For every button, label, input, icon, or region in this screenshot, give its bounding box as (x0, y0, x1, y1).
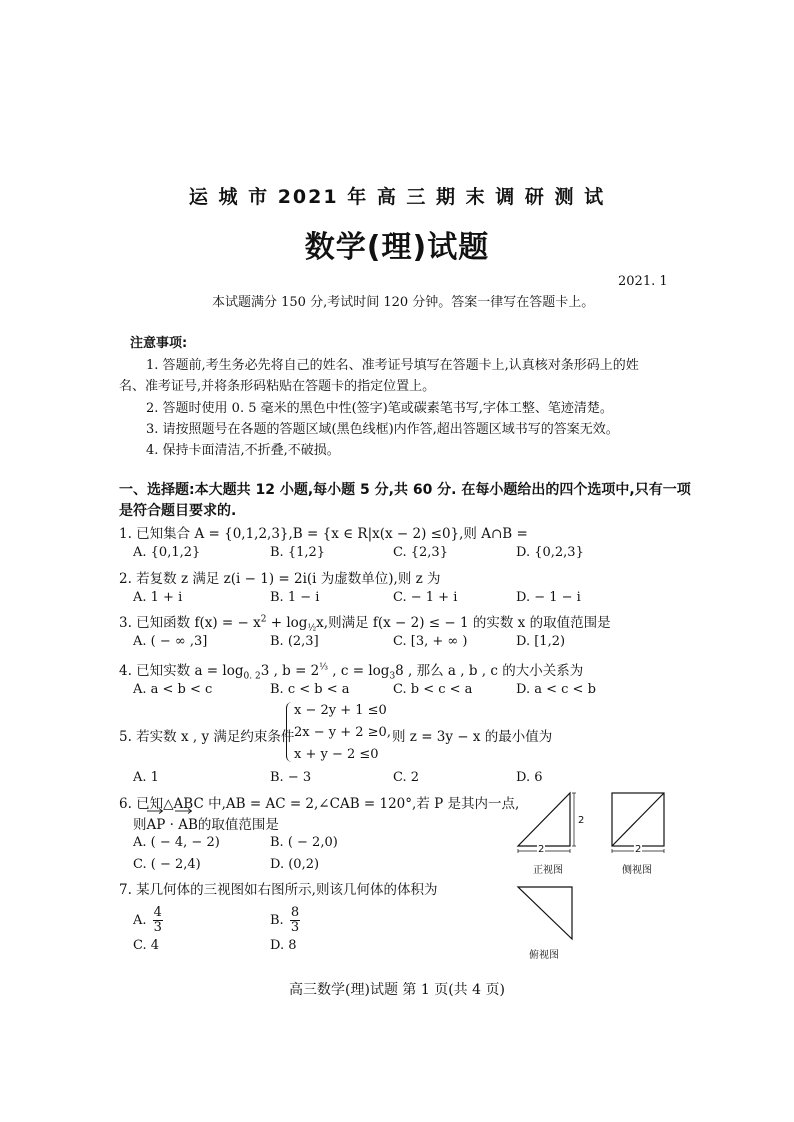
question-2-option-d: D. − 1 − i (516, 590, 581, 605)
fraction-denominator: 3 (153, 920, 162, 935)
question-3-log-base: ½ (307, 623, 317, 634)
question-7-stem: 7. 某几何体的三视图如右图所示,则该几何体的体积为 (119, 882, 438, 898)
notice-item-3: 3. 请按照题号在各题的答题区域(黑色线框)内作答,超出答题区域书写的答案无效。 (146, 422, 619, 437)
question-3-stem (119, 611, 611, 634)
fraction-numerator: 4 (153, 905, 162, 920)
question-4-stem-part-c: , c = log (328, 663, 390, 679)
top-view-caption: 俯视图 (529, 950, 559, 961)
notice-item-2: 2. 答题时使用 0. 5 毫米的黑色中性(签字)笔或碳素笔书写,字体工整、笔迹清楚。 (146, 401, 613, 416)
question-1-option-d: D. {0,2,3} (516, 545, 584, 560)
question-3-option-b: B. (2,3] (270, 634, 319, 649)
question-5-option-c: C. 2 (393, 770, 420, 785)
question-5-option-a: A. 1 (133, 770, 159, 785)
question-3-exponent: 2 (260, 614, 267, 625)
question-7-option-b (270, 906, 300, 935)
subject-title: 数学(理)试题 (304, 230, 490, 265)
notice-item-1-line-1: 1. 答题前,考生务必先将自己的姓名、准考证号填写在答题卡上,认真核对条形码上的姓 (146, 358, 639, 373)
exam-title: 运 城 市 2021 年 高 三 期 末 调 研 测 试 (188, 186, 606, 208)
question-4-option-c: C. b < c < a (393, 682, 473, 697)
question-4-option-b: B. c < b < a (270, 682, 350, 697)
question-2-stem: 2. 若复数 z 满足 z(i − 1) = 2i(i 为虚数单位),则 z 为 (119, 571, 441, 587)
question-5-option-b: B. − 3 (270, 770, 312, 785)
question-3-option-d: D. [1,2) (516, 634, 566, 649)
question-4-option-d: D. a < c < b (516, 682, 596, 697)
question-6-option-c: C. ( − 2,4) (133, 857, 201, 872)
question-5-stem-part-a: 5. 若实数 x , y 满足约束条件 (119, 729, 295, 745)
question-7-option-b-fraction (290, 906, 300, 935)
question-4-log-base-a: 0. 2 (243, 671, 261, 682)
question-1-option-c: C. {2,3} (393, 545, 448, 560)
question-7-option-a-fraction (153, 906, 163, 935)
vector-arrows (145, 807, 199, 815)
question-7-option-d: D. 8 (270, 938, 297, 953)
question-7-option-c: C. 4 (133, 938, 160, 953)
section-1-line-2: 是符合题目要求的. (119, 503, 237, 519)
question-5-constraint-1: x − 2y + 1 ≤0 (294, 703, 387, 718)
question-3-stem-part-a: 3. 已知函数 f(x) = − x (119, 615, 261, 631)
exam-date: 2021. 1 (618, 274, 668, 289)
question-6-option-a: A. ( − 4, − 2) (133, 835, 220, 850)
page-footer: 高三数学(理)试题 第 1 页(共 4 页) (289, 982, 505, 998)
front-view-height-label: 2 (578, 815, 585, 826)
question-2-option-c: C. − 1 + i (393, 590, 458, 605)
section-1-line-1: 一、选择题:本大题共 12 小题,每小题 5 分,共 60 分. 在每小题给出的四个选项中,只有一项 (119, 482, 691, 498)
question-1-stem: 1. 已知集合 A = {0,1,2,3},B = {x ∈ R|x(x − 2) ≤0},则 A∩B = (119, 526, 528, 542)
question-7-option-a-label: A. (133, 913, 147, 928)
question-3-stem-part-c: x,则满足 f(x − 2) ≤ − 1 的实数 x 的取值范围是 (316, 615, 611, 631)
fraction-denominator: 3 (290, 920, 300, 935)
question-5-option-d: D. 6 (516, 770, 543, 785)
question-2-option-a: A. 1 + i (133, 590, 183, 605)
fraction-numerator: 8 (290, 905, 300, 920)
front-view-width-label: 2 (538, 844, 545, 855)
question-3-option-a: A. ( − ∞ ,3] (133, 634, 208, 649)
question-7-option-a (133, 906, 163, 935)
side-view-width-label: 2 (635, 844, 642, 855)
question-3-option-c: C. [3, + ∞ ) (393, 634, 468, 649)
question-2-option-b: B. 1 − i (270, 590, 320, 605)
question-5-constraint-2: 2x − y + 2 ≥0, (294, 725, 391, 740)
front-view-figure (508, 788, 588, 860)
question-7-option-b-label: B. (270, 913, 284, 928)
question-4-stem-part-d: 8 , 那么 a , b , c 的大小关系为 (395, 663, 584, 679)
intro-text: 本试题满分 150 分,考试时间 120 分钟。答案一律写在答题卡上。 (212, 295, 595, 310)
question-5-constraint-3: x + y − 2 ≤0 (294, 747, 379, 762)
question-5-stem-part-b: 则 z = 3y − x 的最小值为 (392, 729, 553, 745)
notice-item-4: 4. 保持卡面清洁,不折叠,不破损。 (146, 443, 340, 458)
question-1-option-b: B. {1,2} (270, 545, 326, 560)
question-1-option-a: A. {0,1,2} (133, 545, 201, 560)
question-6-option-d: D. (0,2) (270, 857, 320, 872)
question-6-stem-line-2: 则AP · AB的取值范围是 (133, 817, 279, 833)
question-4-stem-part-b: 3 , b = 2 (260, 663, 320, 679)
question-4-stem-part-a: 4. 已知实数 a = log (119, 663, 244, 679)
front-view-caption: 正视图 (533, 865, 563, 876)
side-view-caption: 侧视图 (622, 865, 652, 876)
question-3-stem-part-b: + log (266, 615, 308, 631)
question-4-exponent: ⅓ (319, 662, 329, 673)
question-4-option-a: A. a < b < c (133, 682, 213, 697)
notice-heading: 注意事项: (130, 336, 188, 351)
notice-item-1-line-2: 名、准考证号,并将条形码粘贴在答题卡的指定位置上。 (119, 379, 436, 394)
question-4-log-base-c: 3 (389, 671, 396, 682)
question-6-stem-line-1: 6. 已知△ABC 中,AB = AC = 2,∠CAB = 120°,若 P 是其内一点, (119, 796, 520, 812)
question-6-option-b: B. ( − 2,0) (270, 835, 338, 850)
top-view-figure (514, 883, 576, 943)
question-4-stem (119, 659, 583, 682)
